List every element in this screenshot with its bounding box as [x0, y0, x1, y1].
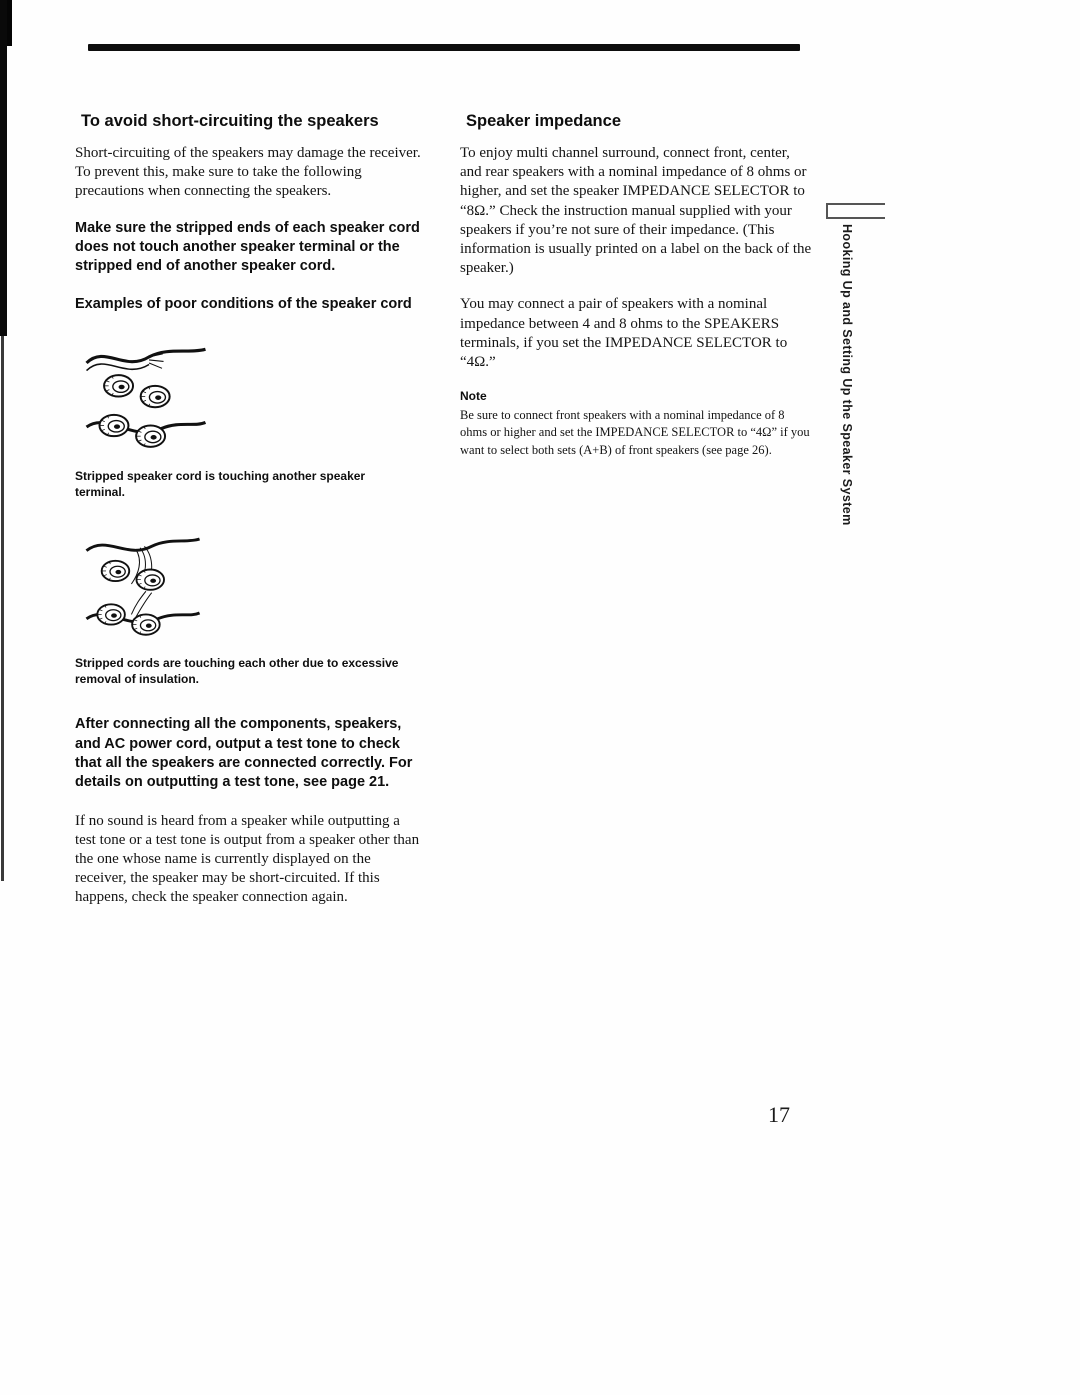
- bold-subheading-examples: Examples of poor conditions of the speaker cord: [75, 296, 412, 313]
- bold-instruction-test-tone: After connecting all the components, speakers, and AC power cord, output a test tone to check that all the speakers are connected correctly. For details on outputting a test tone, see page 21.: [75, 716, 413, 791]
- left-column: [75, 112, 423, 925]
- page-number: 17: [768, 1102, 790, 1127]
- paragraph-impedance-4ohm: You may connect a pair of speakers with a nominal impedance between 4 and 8 ohms to the SPEAKERS terminals, if you set the IMPEDANCE SELECTOR to “4Ω.”: [460, 296, 788, 370]
- note-label: Note: [460, 389, 487, 404]
- illustration-caption-1: Stripped speaker cord is touching another speaker terminal.: [75, 468, 366, 499]
- section-heading-impedance: Speaker impedance: [466, 112, 621, 130]
- scan-edge-artifact: [0, 0, 7, 336]
- tab-marker-artifact: [826, 203, 885, 219]
- section-heading-short-circuit: To avoid short-circuiting the speakers: [81, 112, 379, 130]
- top-rule: [88, 44, 800, 51]
- paragraph-impedance-8ohm: To enjoy multi channel surround, connect front, center, and rear speakers with a nominal impedance of 8 ohms or higher, and set the speaker IMPEDANCE SELECTOR to “8Ω.” Check the instruction manual supplied with your speakers if you’re not sure of their impedance. (This information is usually printed on a label on the back of the speaker.): [460, 145, 812, 277]
- note-text: Be sure to connect front speakers with a nominal impedance of 8 ohms or higher and set the IMPEDANCE SELECTOR to “4Ω” if you want to select both sets (A+B) of front speakers (see page 26).: [460, 408, 810, 457]
- chapter-tab-label: Hooking Up and Setting Up the Speaker System: [840, 224, 854, 526]
- speaker-terminal-illustration-1: [85, 337, 423, 458]
- right-column: [460, 112, 812, 459]
- illustration-caption-2: Stripped cords are touching each other due to excessive removal of insulation.: [75, 656, 399, 687]
- paragraph-intro: Short-circuiting of the speakers may damage the receiver. To prevent this, make sure to take the following precautions when connecting the speakers.: [75, 145, 421, 200]
- scan-edge-artifact: [1, 336, 4, 881]
- paragraph-no-sound: If no sound is heard from a speaker while outputting a test tone or a test tone is output from a speaker other than the one whose name is currently displayed on the receiver, the speaker may be short-circuited. If this happens, check the speaker connection again.: [75, 812, 420, 906]
- speaker-terminal-illustration-2: [85, 528, 423, 645]
- bold-instruction-stripped-ends: Make sure the stripped ends of each speaker cord does not touch another speaker terminal or the stripped end of another speaker cord.: [75, 219, 420, 275]
